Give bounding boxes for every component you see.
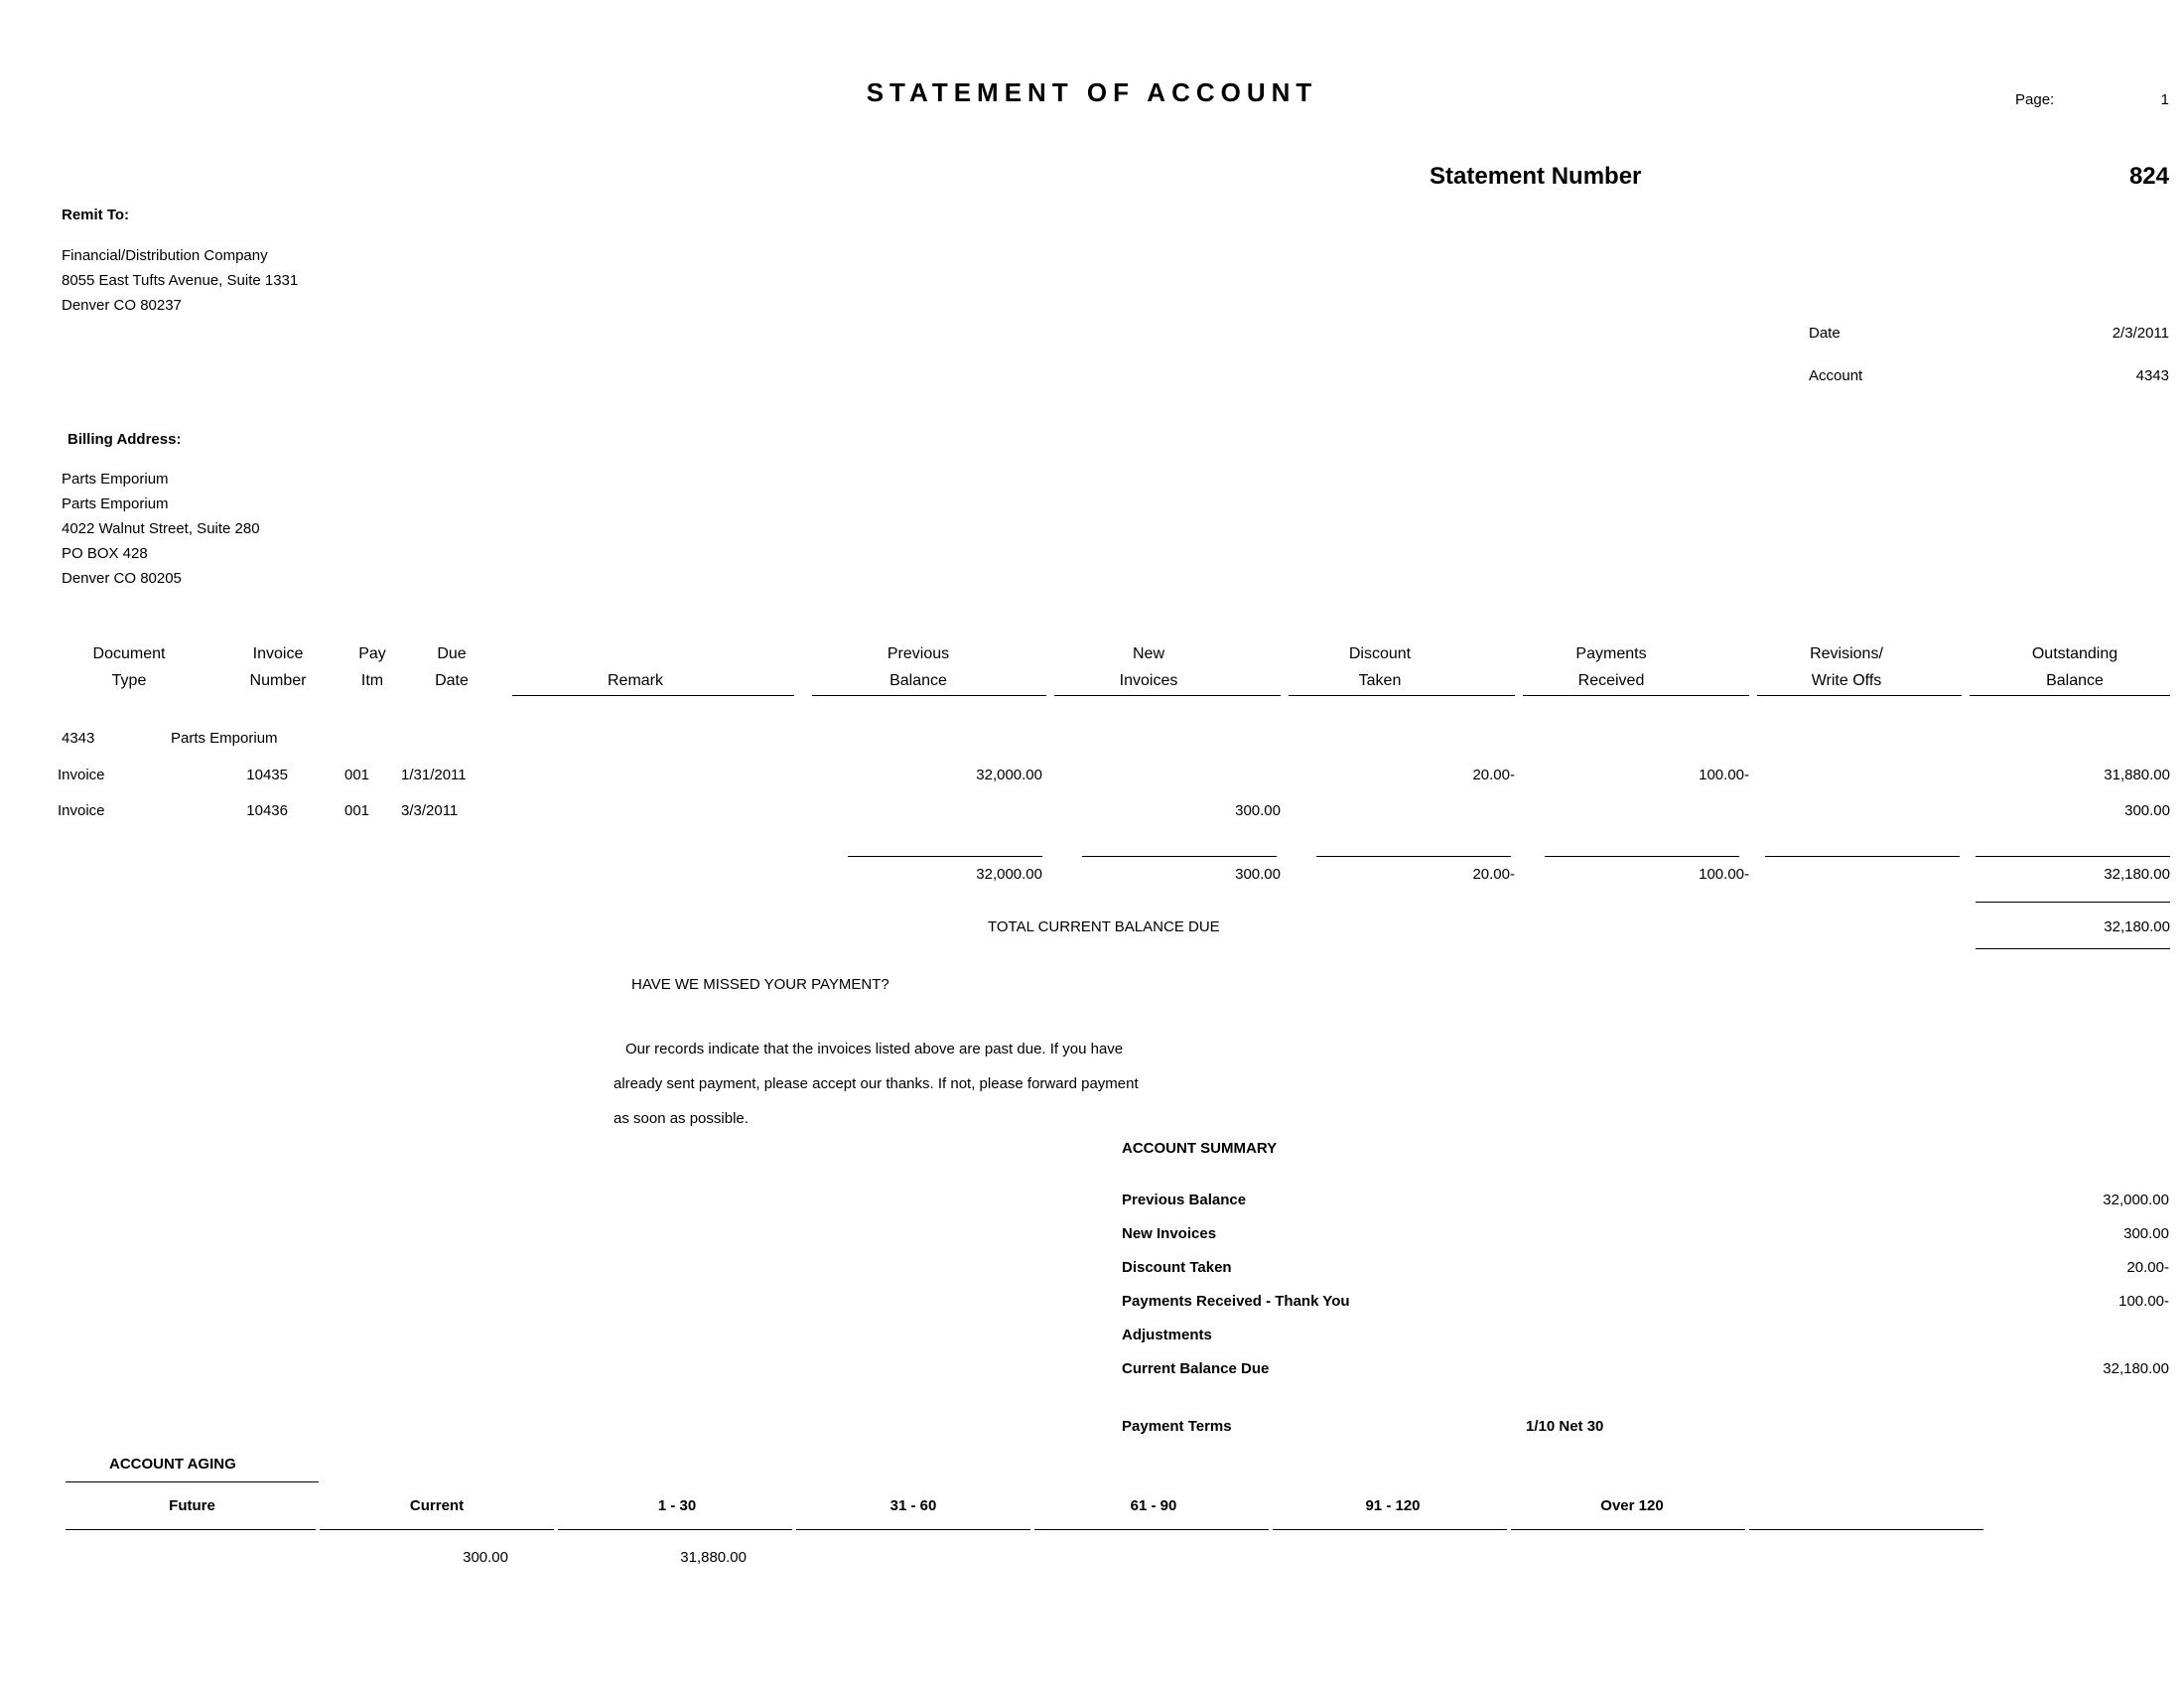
column-header-new-invoices: New Invoices <box>1119 645 1178 689</box>
account-value: 4343 <box>2135 367 2169 384</box>
total-rule-payments <box>1545 856 1739 857</box>
account-summary-title: ACCOUNT SUMMARY <box>1122 1140 1278 1157</box>
account-label: Account <box>1809 367 1863 384</box>
column-header-document-type: Document Type <box>92 645 166 689</box>
aging-header-over-120: Over 120 <box>1600 1497 1664 1514</box>
aging-value-current: 300.00 <box>463 1549 508 1566</box>
aging-rule-31-60 <box>796 1529 1030 1530</box>
cell-invoice-number: 10436 <box>246 802 288 819</box>
cell-new-invoices: 300.00 <box>1235 802 1281 819</box>
billing-line-1: Parts Emporium <box>62 471 169 488</box>
summary-label-current-balance-due: Current Balance Due <box>1122 1360 1270 1377</box>
aging-rule-over-120 <box>1511 1529 1745 1530</box>
aging-header-91-120: 91 - 120 <box>1365 1497 1421 1514</box>
grand-total-rule-bottom <box>1976 948 2170 949</box>
total-outstanding-balance: 32,180.00 <box>2104 866 2170 883</box>
header-rule-revisions <box>1757 695 1962 696</box>
summary-label-payments-received: Payments Received - Thank You <box>1122 1293 1350 1310</box>
summary-value-payments-received: 100.00- <box>2118 1293 2169 1310</box>
cell-pay-itm: 001 <box>344 767 370 783</box>
column-header-invoice-number: Invoice Number <box>249 645 307 689</box>
table-row-account-number: 4343 <box>62 730 95 747</box>
message-line-1: Our records indicate that the invoices listed above are past due. If you have <box>625 1041 1124 1057</box>
column-header-discount-taken: Discount Taken <box>1348 645 1412 689</box>
column-header-outstanding-balance: Outstanding Balance <box>2031 645 2118 689</box>
remit-to-address <box>62 243 298 318</box>
cell-discount-taken: 20.00- <box>1472 767 1515 783</box>
aging-title-rule <box>66 1481 319 1482</box>
summary-value-current-balance-due: 32,180.00 <box>2103 1360 2169 1377</box>
total-rule-revisions <box>1765 856 1960 857</box>
cell-document-type: Invoice <box>58 802 105 819</box>
aging-rule-trailing <box>1749 1529 1983 1530</box>
date-value: 2/3/2011 <box>2112 325 2169 342</box>
total-rule-discount <box>1316 856 1511 857</box>
aging-header-1-30: 1 - 30 <box>657 1497 697 1514</box>
column-header-pay-itm: Pay Itm <box>358 645 386 689</box>
summary-value-discount-taken: 20.00- <box>2126 1259 2169 1276</box>
remit-line-1: Financial/Distribution Company <box>62 247 268 264</box>
table-row-account-name: Parts Emporium <box>171 730 278 747</box>
summary-label-previous-balance: Previous Balance <box>1122 1192 1247 1208</box>
cell-pay-itm: 001 <box>344 802 370 819</box>
summary-value-new-invoices: 300.00 <box>2123 1225 2169 1242</box>
total-previous-balance: 32,000.00 <box>976 866 1042 883</box>
aging-rule-1-30 <box>558 1529 792 1530</box>
billing-line-2: Parts Emporium <box>62 495 169 512</box>
aging-rule-current <box>320 1529 554 1530</box>
column-header-due-date: Due Date <box>435 645 469 689</box>
aging-rule-future <box>66 1529 316 1530</box>
grand-total-label: TOTAL CURRENT BALANCE DUE <box>988 918 1220 935</box>
message-line-3: as soon as possible. <box>614 1110 749 1127</box>
billing-line-5: Denver CO 80205 <box>62 570 182 587</box>
column-header-remark: Remark <box>607 672 663 689</box>
cell-due-date: 1/31/2011 <box>401 767 467 783</box>
cell-document-type: Invoice <box>58 767 105 783</box>
cell-outstanding-balance: 31,880.00 <box>2104 767 2170 783</box>
page-label: Page: <box>2015 91 2055 108</box>
header-rule-outstanding <box>1970 695 2170 696</box>
message-line-2: already sent payment, please accept our thanks. If not, please forward payment <box>614 1075 1139 1092</box>
grand-total-rule-top <box>1976 902 2170 903</box>
remit-line-3: Denver CO 80237 <box>62 297 182 314</box>
account-aging-title: ACCOUNT AGING <box>109 1456 236 1473</box>
summary-label-new-invoices: New Invoices <box>1122 1225 1217 1242</box>
remit-line-2: 8055 East Tufts Avenue, Suite 1331 <box>62 272 299 289</box>
total-new-invoices: 300.00 <box>1235 866 1281 883</box>
header-rule-previous <box>812 695 1046 696</box>
column-header-revisions-write-offs: Revisions/ Write Offs <box>1810 645 1883 689</box>
cell-payments-received: 100.00- <box>1699 767 1749 783</box>
summary-label-adjustments: Adjustments <box>1122 1327 1212 1343</box>
cell-invoice-number: 10435 <box>246 767 288 783</box>
remit-to-label: Remit To: <box>62 207 130 223</box>
grand-total-value: 32,180.00 <box>2104 918 2170 935</box>
total-rule-outstanding <box>1976 856 2170 857</box>
column-header-payments-received: Payments Received <box>1575 645 1647 689</box>
aging-value-1-30: 31,880.00 <box>680 1549 747 1566</box>
cell-outstanding-balance: 300.00 <box>2124 802 2170 819</box>
payment-terms-value: 1/10 Net 30 <box>1526 1418 1604 1435</box>
column-header-previous-balance: Previous Balance <box>887 645 950 689</box>
summary-value-previous-balance: 32,000.00 <box>2103 1192 2169 1208</box>
total-rule-new <box>1082 856 1277 857</box>
aging-header-61-90: 61 - 90 <box>1130 1497 1177 1514</box>
aging-rule-91-120 <box>1273 1529 1507 1530</box>
statement-number-value: 824 <box>2128 163 2169 190</box>
aging-header-current: Current <box>409 1497 465 1514</box>
header-rule-new <box>1054 695 1281 696</box>
page-title: STATEMENT OF ACCOUNT <box>866 77 1318 107</box>
total-payments-received: 100.00- <box>1699 866 1749 883</box>
billing-address-label: Billing Address: <box>68 431 182 448</box>
header-rule-discount <box>1289 695 1515 696</box>
cell-due-date: 3/3/2011 <box>401 802 459 819</box>
billing-line-4: PO BOX 428 <box>62 545 148 562</box>
page-number: 1 <box>2160 91 2169 108</box>
payment-terms-label: Payment Terms <box>1122 1418 1232 1435</box>
date-label: Date <box>1809 325 1841 342</box>
total-rule-previous <box>848 856 1042 857</box>
summary-label-discount-taken: Discount Taken <box>1122 1259 1232 1276</box>
header-rule-remark <box>512 695 794 696</box>
aging-rule-61-90 <box>1034 1529 1269 1530</box>
header-rule-payments <box>1523 695 1749 696</box>
statement-number-label: Statement Number <box>1430 163 1642 190</box>
total-discount-taken: 20.00- <box>1472 866 1515 883</box>
billing-address <box>62 467 260 591</box>
aging-header-31-60: 31 - 60 <box>889 1497 937 1514</box>
billing-line-3: 4022 Walnut Street, Suite 280 <box>62 520 260 537</box>
aging-header-future: Future <box>169 1497 215 1514</box>
cell-previous-balance: 32,000.00 <box>976 767 1042 783</box>
message-heading: HAVE WE MISSED YOUR PAYMENT? <box>631 976 889 993</box>
